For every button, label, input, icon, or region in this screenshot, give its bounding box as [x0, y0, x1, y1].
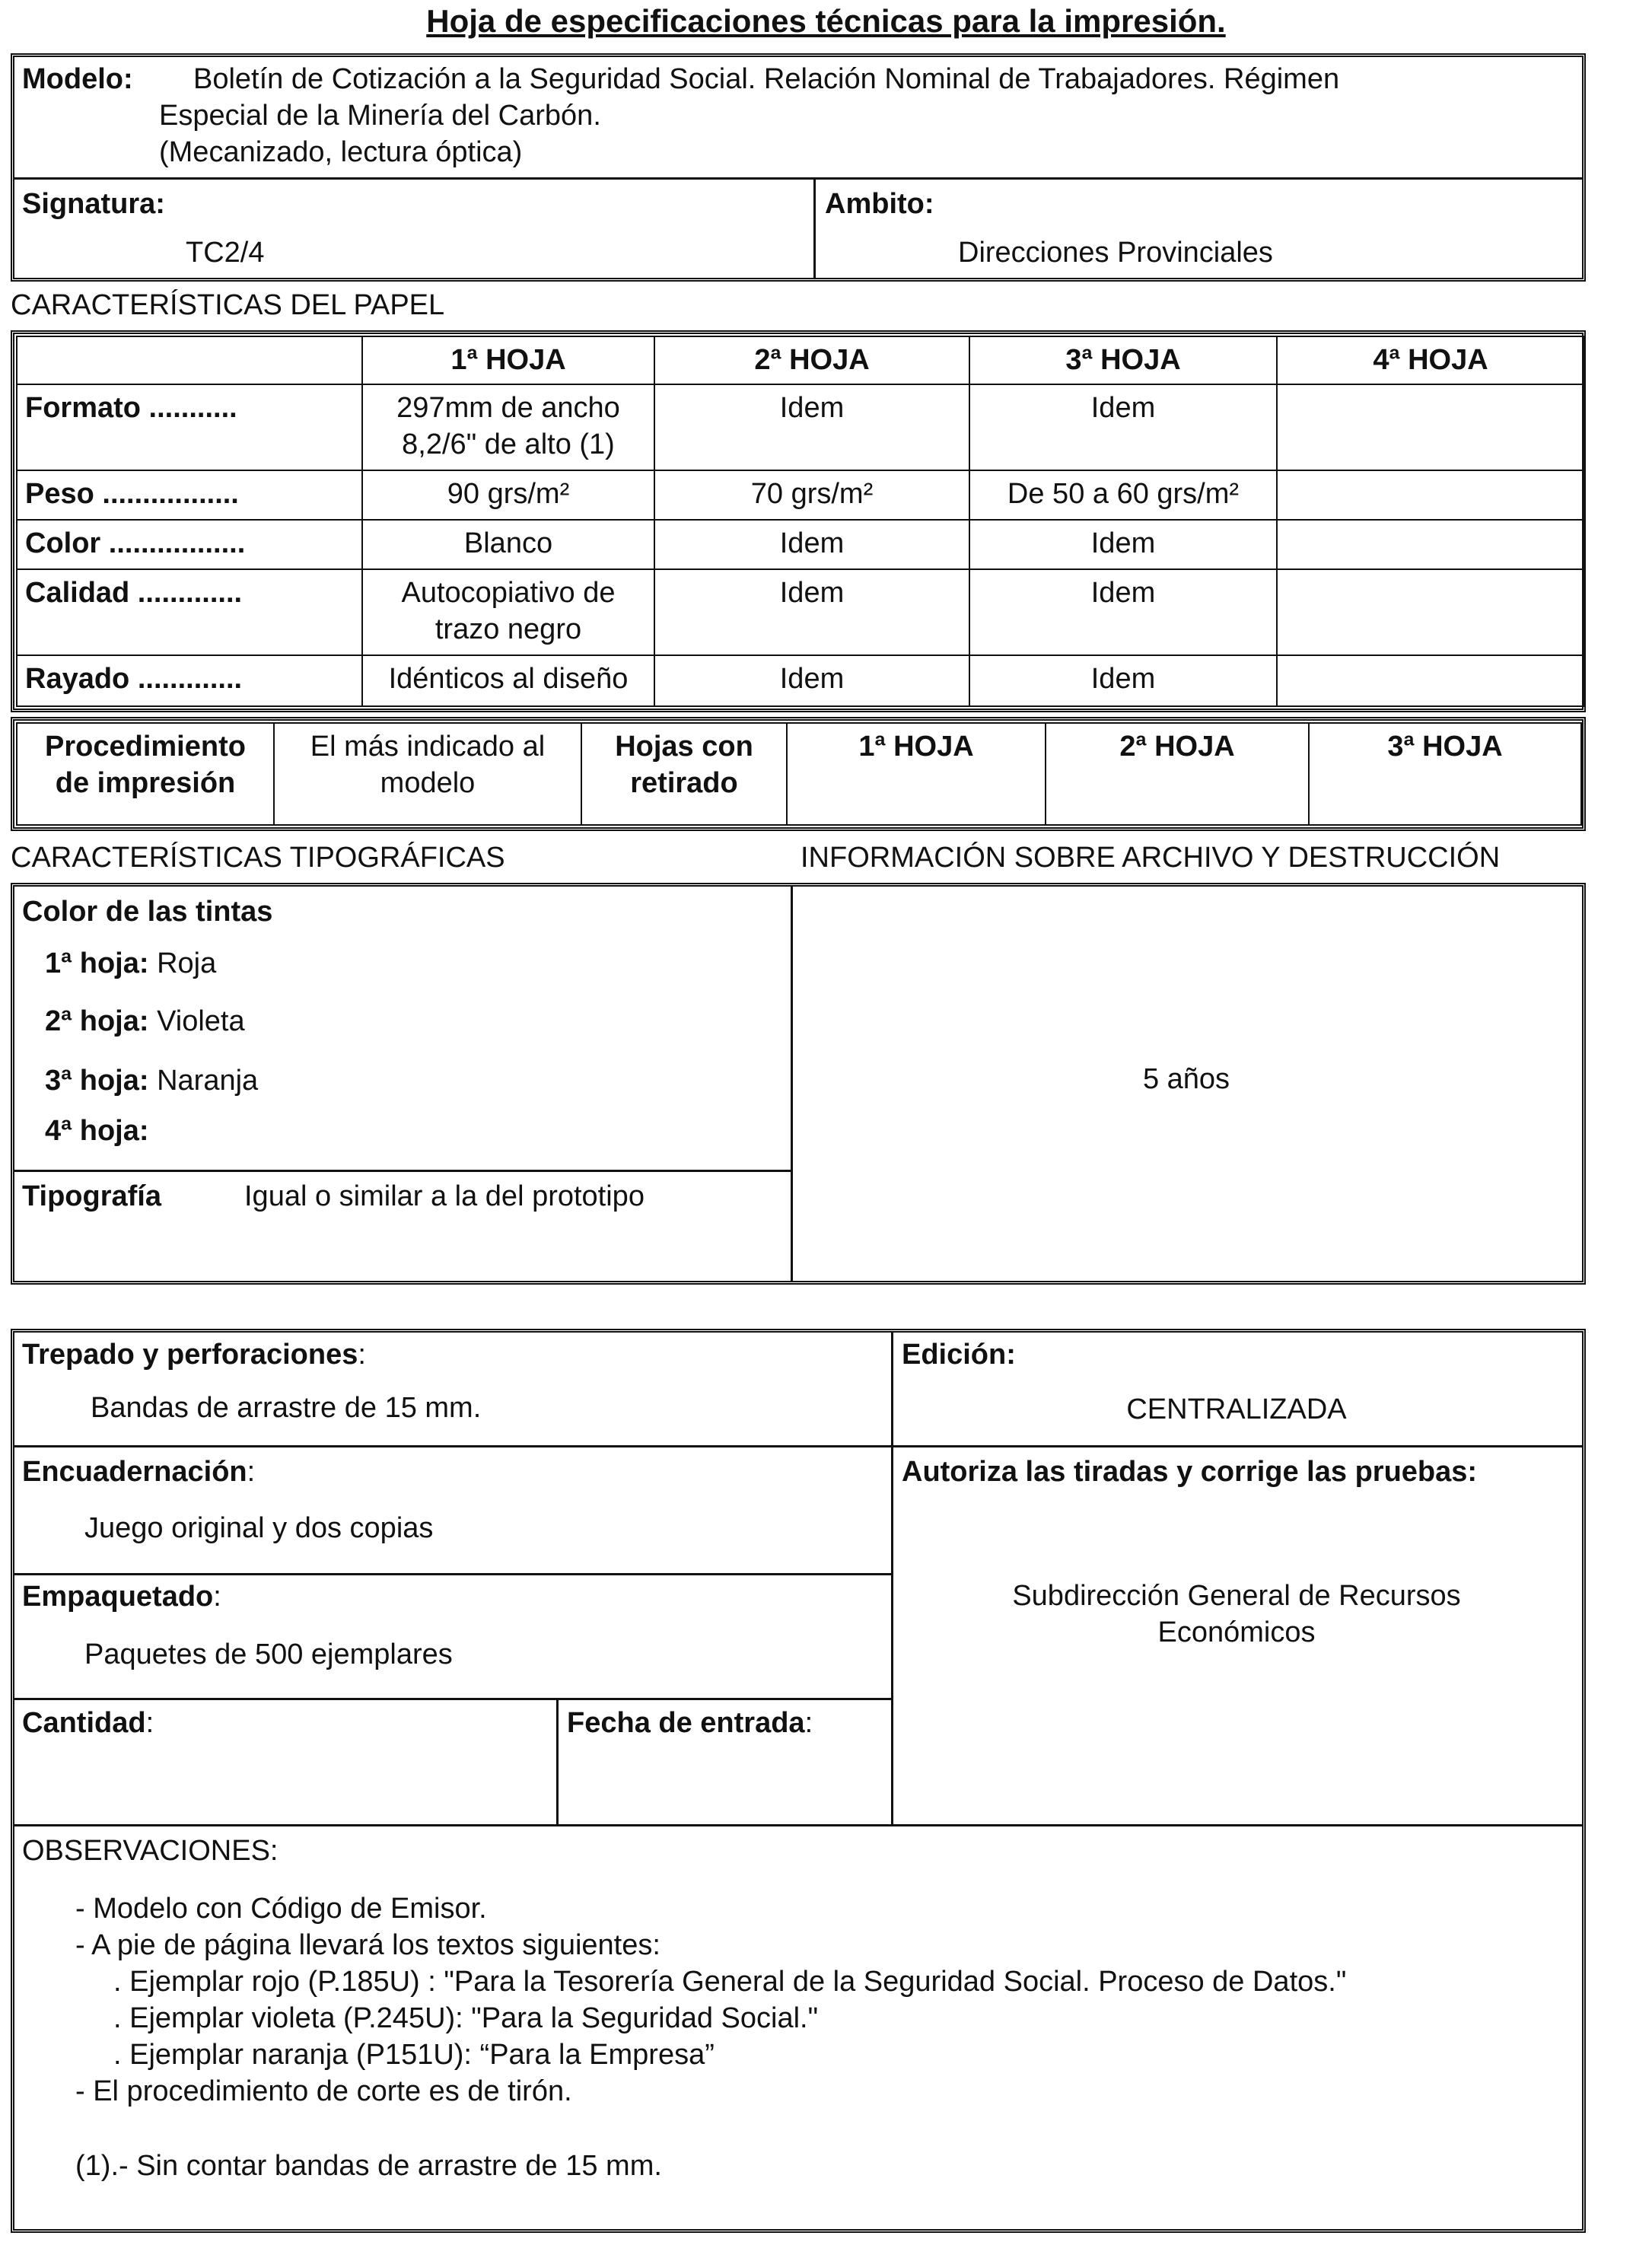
autoriza-value — [891, 1578, 1582, 1651]
retirado-h2: 2ª HOJA — [1046, 723, 1309, 825]
modelo-line1: Boletín de Cotización a la Seguridad Social. Relación Nominal de Trabajadores. Régimen — [193, 63, 1340, 95]
divider — [14, 177, 1582, 180]
procedimiento-value — [274, 723, 581, 825]
modelo-line2: Especial de la Minería del Carbón. — [159, 100, 601, 132]
paper-header-1: 1ª HOJA — [362, 336, 654, 384]
empaquetado-value: Paquetes de 500 ejemplares — [84, 1639, 453, 1670]
row-label: Rayado ............. — [17, 655, 362, 706]
edicion-value: CENTRALIZADA — [1126, 1393, 1347, 1425]
observacion-line-2: - A pie de página llevará los textos siguientes: — [75, 1929, 660, 1961]
modelo-label: Modelo: — [22, 63, 133, 95]
cell-h2: Idem — [654, 520, 969, 569]
paper-row-rayado — [17, 655, 1584, 706]
empaquetado-label-text: Empaquetado — [22, 1581, 214, 1613]
cell-h4 — [1277, 384, 1584, 470]
cell-h2: Idem — [654, 655, 969, 706]
ink-label: 2ª hoja: — [45, 1005, 149, 1037]
procedimiento-label — [17, 723, 274, 825]
divider — [556, 1698, 559, 1824]
procedimiento-value-line2: modelo — [380, 767, 476, 799]
cell-h3: Idem — [969, 655, 1277, 706]
trepado-label — [22, 1339, 366, 1371]
empaquetado-colon: : — [213, 1581, 221, 1613]
divider — [813, 177, 816, 278]
cell-h1-line2: 8,2/6" de alto (1) — [402, 428, 615, 460]
signatura-label: Signatura: — [22, 188, 165, 220]
tipograficas-block — [11, 883, 1586, 1285]
tipografia-value: Igual o similar a la del prototipo — [244, 1180, 645, 1212]
trepado-label-text: Trepado y perforaciones — [22, 1339, 358, 1371]
autoriza-value-line2: Económicos — [1157, 1616, 1316, 1648]
fecha-label-text: Fecha de entrada — [567, 1707, 805, 1739]
paper-row-peso — [17, 470, 1584, 520]
encuadernacion-label-text: Encuadernación — [22, 1456, 247, 1488]
ink-row-3 — [45, 1065, 258, 1097]
paper-header-3: 3ª HOJA — [969, 336, 1277, 384]
row-label: Peso ................. — [17, 470, 362, 520]
cell-h1-line1: Autocopiativo de — [401, 576, 616, 609]
ink-label: 4ª hoja: — [45, 1115, 149, 1147]
retirado-label-line1: Hojas con — [615, 731, 753, 763]
fecha-colon: : — [804, 1707, 813, 1739]
production-block — [11, 1329, 1586, 2233]
paper-section-title: CARACTERÍSTICAS DEL PAPEL — [11, 289, 445, 321]
cantidad-label-text: Cantidad — [22, 1707, 146, 1739]
page-title: Hoja de especificaciones técnicas para la impresión. — [426, 3, 1226, 39]
observacion-line-1: - Modelo con Código de Emisor. — [75, 1893, 487, 1925]
cell-h3: Idem — [969, 520, 1277, 569]
cell-h4 — [1277, 470, 1584, 520]
cell-h4 — [1277, 655, 1584, 706]
cell-h4 — [1277, 520, 1584, 569]
row-label: Calidad ............. — [17, 569, 362, 655]
cantidad-colon: : — [145, 1707, 154, 1739]
edicion-label: Edición: — [902, 1339, 1016, 1371]
row-label: Formato ........... — [17, 384, 362, 470]
trepado-colon: : — [358, 1339, 366, 1371]
archivo-section-title: INFORMACIÓN SOBRE ARCHIVO Y DESTRUCCIÓN — [801, 842, 1501, 874]
ambito-value: Direcciones Provinciales — [958, 237, 1273, 269]
ink-label: 3ª hoja: — [45, 1065, 149, 1097]
cell-h1-line1: 297mm de ancho — [396, 391, 620, 424]
tipografia-label: Tipografía — [22, 1180, 161, 1212]
cantidad-label — [22, 1707, 154, 1740]
observacion-line-3: . Ejemplar rojo (P.185U) : "Para la Tesorería General de la Seguridad Social. Proceso de Datos." — [113, 1966, 1347, 1998]
observacion-line-5: . Ejemplar naranja (P151U): “Para la Empresa” — [113, 2039, 715, 2071]
fecha-label — [567, 1707, 813, 1740]
paper-header-2: 2ª HOJA — [654, 336, 969, 384]
trepado-value: Bandas de arrastre de 15 mm. — [91, 1392, 482, 1424]
tipograficas-section-title: CARACTERÍSTICAS TIPOGRÁFICAS — [11, 842, 505, 874]
cell-h1 — [362, 569, 654, 655]
cell-h3: Idem — [969, 384, 1277, 470]
row-label: Color ................. — [17, 520, 362, 569]
signatura-value: TC2/4 — [186, 237, 265, 269]
ink-row-2 — [45, 1005, 245, 1038]
encuadernacion-colon: : — [247, 1456, 256, 1488]
cell-h1: Blanco — [362, 520, 654, 569]
divider — [14, 1573, 891, 1575]
ink-value: Roja — [157, 947, 217, 979]
autoriza-label: Autoriza las tiradas y corrige las pruebas: — [902, 1456, 1478, 1488]
cell-h1: 90 grs/m² — [362, 470, 654, 520]
divider — [14, 1698, 891, 1700]
model-block — [11, 53, 1586, 282]
corner-cell — [17, 336, 362, 384]
retirado-label-line2: retirado — [630, 767, 738, 799]
procedimiento-value-line1: El más indicado al — [310, 731, 546, 763]
retirado-h3: 3ª HOJA — [1309, 723, 1581, 825]
cell-h3: De 50 a 60 grs/m² — [969, 470, 1277, 520]
modelo-line3: (Mecanizado, lectura óptica) — [159, 136, 523, 168]
paper-row-color — [17, 520, 1584, 569]
retirado-label — [581, 723, 787, 825]
cell-h4 — [1277, 569, 1584, 655]
procedimiento-label-line2: de impresión — [55, 767, 236, 799]
procedimiento-label-line1: Procedimiento — [45, 731, 246, 763]
ambito-label: Ambito: — [825, 188, 934, 220]
paper-row-formato — [17, 384, 1584, 470]
cell-h2: Idem — [654, 569, 969, 655]
ink-value: Violeta — [157, 1005, 245, 1037]
observacion-line-4: . Ejemplar violeta (P.245U): "Para la Seguridad Social." — [113, 2002, 819, 2034]
paper-header-4: 4ª HOJA — [1277, 336, 1584, 384]
cell-h2: 70 grs/m² — [654, 470, 969, 520]
observaciones-label: OBSERVACIONES: — [22, 1835, 279, 1867]
autoriza-value-line1: Subdirección General de Recursos — [1012, 1580, 1461, 1612]
observacion-line-6: - El procedimiento de corte es de tirón. — [75, 2075, 572, 2107]
paper-table — [11, 330, 1586, 712]
ink-label: 1ª hoja: — [45, 947, 149, 979]
cell-h2: Idem — [654, 384, 969, 470]
divider — [14, 1445, 1582, 1447]
divider — [14, 1170, 791, 1172]
cell-h3: Idem — [969, 569, 1277, 655]
procedimiento-table — [11, 717, 1586, 831]
cell-h1 — [362, 384, 654, 470]
divider — [14, 1824, 1582, 1826]
cell-h1-line2: trazo negro — [434, 613, 582, 645]
encuadernacion-value: Juego original y dos copias — [84, 1512, 434, 1544]
ink-row-4 — [45, 1115, 149, 1148]
observacion-line-7: (1).- Sin contar bandas de arrastre de 15 mm. — [75, 2150, 662, 2182]
archivo-value: 5 años — [1142, 1063, 1230, 1095]
ink-row-1 — [45, 947, 216, 980]
empaquetado-label — [22, 1581, 221, 1613]
color-tintas-title: Color de las tintas — [22, 896, 273, 928]
encuadernacion-label — [22, 1456, 255, 1489]
ink-value: Naranja — [157, 1065, 259, 1097]
cell-h1: Idénticos al diseño — [362, 655, 654, 706]
retirado-h1: 1ª HOJA — [787, 723, 1046, 825]
paper-row-calidad — [17, 569, 1584, 655]
